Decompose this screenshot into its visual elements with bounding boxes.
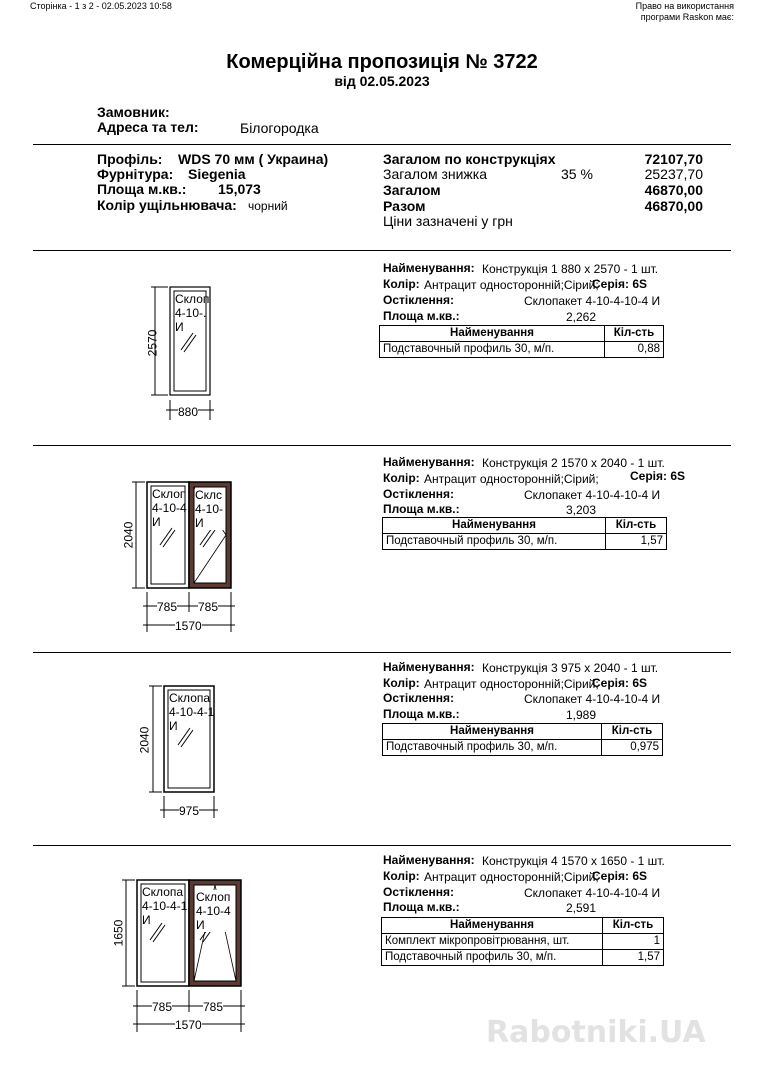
sash-label-right: Склоп 4-10-4 И [196, 890, 231, 932]
area-value: 15,073 [218, 181, 261, 197]
total-label: Загалом по конструкціях [383, 151, 556, 167]
width-dimension-right: 785 [203, 1000, 224, 1014]
col-header-qty: Кіл-сть [606, 518, 667, 534]
construction-name: Конструкція 2 1570 x 2040 - 1 шт. [482, 456, 665, 470]
height-dimension: 2040 [121, 521, 136, 549]
item-name: Подставочный профиль 30, м/п. [383, 534, 606, 550]
item-name: Подставочный профиль 30, м/п. [382, 950, 603, 966]
profile-label: Профіль: [97, 151, 163, 167]
watermark-logo: Rabotniki.UA [486, 1015, 706, 1050]
color-value: Антрацит односторонній;Сірий; [424, 278, 599, 292]
glazing-label: Остіклення: [383, 885, 455, 899]
col-header-name: Найменування [380, 326, 605, 342]
sash-label: Склоп 4-10-. И [175, 292, 210, 334]
glazing-value: Склопакет 4-10-4-10-4 И [524, 886, 661, 900]
area-value: 2,262 [566, 310, 597, 324]
sum-value: 46870,00 [644, 182, 703, 198]
color-label: Колір: [383, 676, 420, 690]
total-value: 72107,70 [644, 151, 703, 167]
customer-label: Замовник: [97, 104, 170, 120]
col-header-name: Найменування [382, 918, 603, 934]
height-dimension: 2040 [137, 726, 152, 754]
width-dimension-left: 785 [152, 1000, 173, 1014]
grand-total-label: Разом [383, 198, 426, 214]
color-label: Колір: [383, 277, 420, 291]
seal-label: Колір ущільнювача: [97, 197, 237, 213]
area-label: Площа м.кв.: [97, 181, 187, 197]
page-title: Комерційна пропозиція № 3722 [226, 51, 538, 73]
sash-label-left: Склоп 4-10-4 И [152, 487, 187, 529]
width-dimension: 975 [179, 804, 200, 818]
grand-total-value: 46870,00 [644, 198, 703, 214]
rights-line-2: програми Raskon має: [640, 12, 734, 22]
color-value: Антрацит односторонній;Сірий; [424, 677, 599, 691]
width-dimension-right: 785 [198, 600, 219, 614]
name-label: Найменування: [383, 660, 475, 674]
color-value: Антрацит односторонній;Сірий; [424, 472, 599, 486]
address-value: Білогородка [240, 120, 319, 136]
name-label: Найменування: [383, 261, 475, 275]
glazing-label: Остіклення: [383, 691, 455, 705]
sash-label-left: Склопа 4-10-4-1 И [142, 885, 188, 927]
hardware-label: Фурнітура: [97, 166, 174, 182]
item-qty: 1,57 [606, 534, 667, 550]
height-dimension: 1650 [111, 919, 126, 947]
col-header-qty: Кіл-сть [605, 326, 664, 342]
series-value: Серія: 6S [592, 676, 648, 690]
area-label: Площа м.кв.: [383, 707, 460, 721]
glazing-label: Остіклення: [383, 293, 455, 307]
col-header-name: Найменування [383, 724, 602, 740]
discount-label: Загалом знижка [383, 166, 488, 182]
col-header-qty: Кіл-сть [603, 918, 664, 934]
area-value: 1,989 [566, 708, 597, 722]
series-value: Серія: 6S [592, 277, 648, 291]
construction-name: Конструкція 3 975 x 2040 - 1 шт. [482, 661, 659, 675]
item-qty: 1,57 [603, 950, 664, 966]
discount-value: 25237,70 [644, 166, 703, 182]
item-qty: 1 [603, 934, 664, 950]
width-dimension: 880 [178, 405, 199, 419]
item-qty: 0,975 [602, 740, 663, 756]
construction-name: Конструкція 1 880 x 2570 - 1 шт. [482, 262, 659, 276]
sum-label: Загалом [383, 182, 441, 198]
page-date: від 02.05.2023 [334, 73, 430, 89]
color-value: Антрацит односторонній;Сірий; [424, 870, 599, 884]
name-label: Найменування: [383, 853, 475, 867]
color-label: Колір: [383, 471, 420, 485]
col-header-qty: Кіл-сть [602, 724, 663, 740]
sash-label: Склопа 4-10-4-1 И [169, 691, 215, 733]
address-label: Адреса та тел: [97, 119, 199, 135]
glazing-value: Склопакет 4-10-4-10-4 И [524, 294, 661, 308]
width-dimension-left: 785 [157, 600, 178, 614]
width-dimension-total: 1570 [175, 1018, 202, 1032]
glazing-value: Склопакет 4-10-4-10-4 И [524, 488, 661, 502]
name-label: Найменування: [383, 455, 475, 469]
glazing-label: Остіклення: [383, 487, 455, 501]
item-name: Подставочный профиль 30, м/п. [380, 342, 605, 358]
currency-note: Ціни зазначені у грн [383, 213, 513, 229]
color-label: Колір: [383, 869, 420, 883]
item-name: Подставочный профиль 30, м/п. [383, 740, 602, 756]
area-label: Площа м.кв.: [383, 900, 460, 914]
series-value: Серія: 6S [592, 869, 648, 883]
series-value: Серія: 6S [630, 469, 686, 483]
glazing-value: Склопакет 4-10-4-10-4 И [524, 692, 661, 706]
rights-line-1: Право на використання [635, 1, 734, 11]
seal-value: чорний [248, 199, 288, 213]
page-info: Сторінка - 1 з 2 - 02.05.2023 10:58 [30, 1, 172, 11]
sash-label-right: Склс 4-10- И [195, 488, 224, 530]
item-qty: 0,88 [605, 342, 664, 358]
area-label: Площа м.кв.: [383, 502, 460, 516]
hardware-value: Siegenia [188, 166, 246, 182]
height-dimension: 2570 [145, 329, 160, 357]
area-value: 3,203 [566, 503, 597, 517]
item-name: Комплект мікропровітрювання, шт. [382, 934, 603, 950]
area-value: 2,591 [566, 901, 597, 915]
profile-value: WDS 70 мм ( Украина) [178, 151, 329, 167]
col-header-name: Найменування [383, 518, 606, 534]
construction-name: Конструкція 4 1570 x 1650 - 1 шт. [482, 854, 665, 868]
discount-percent: 35 % [561, 166, 593, 182]
width-dimension-total: 1570 [175, 619, 202, 633]
area-label: Площа м.кв.: [383, 309, 460, 323]
